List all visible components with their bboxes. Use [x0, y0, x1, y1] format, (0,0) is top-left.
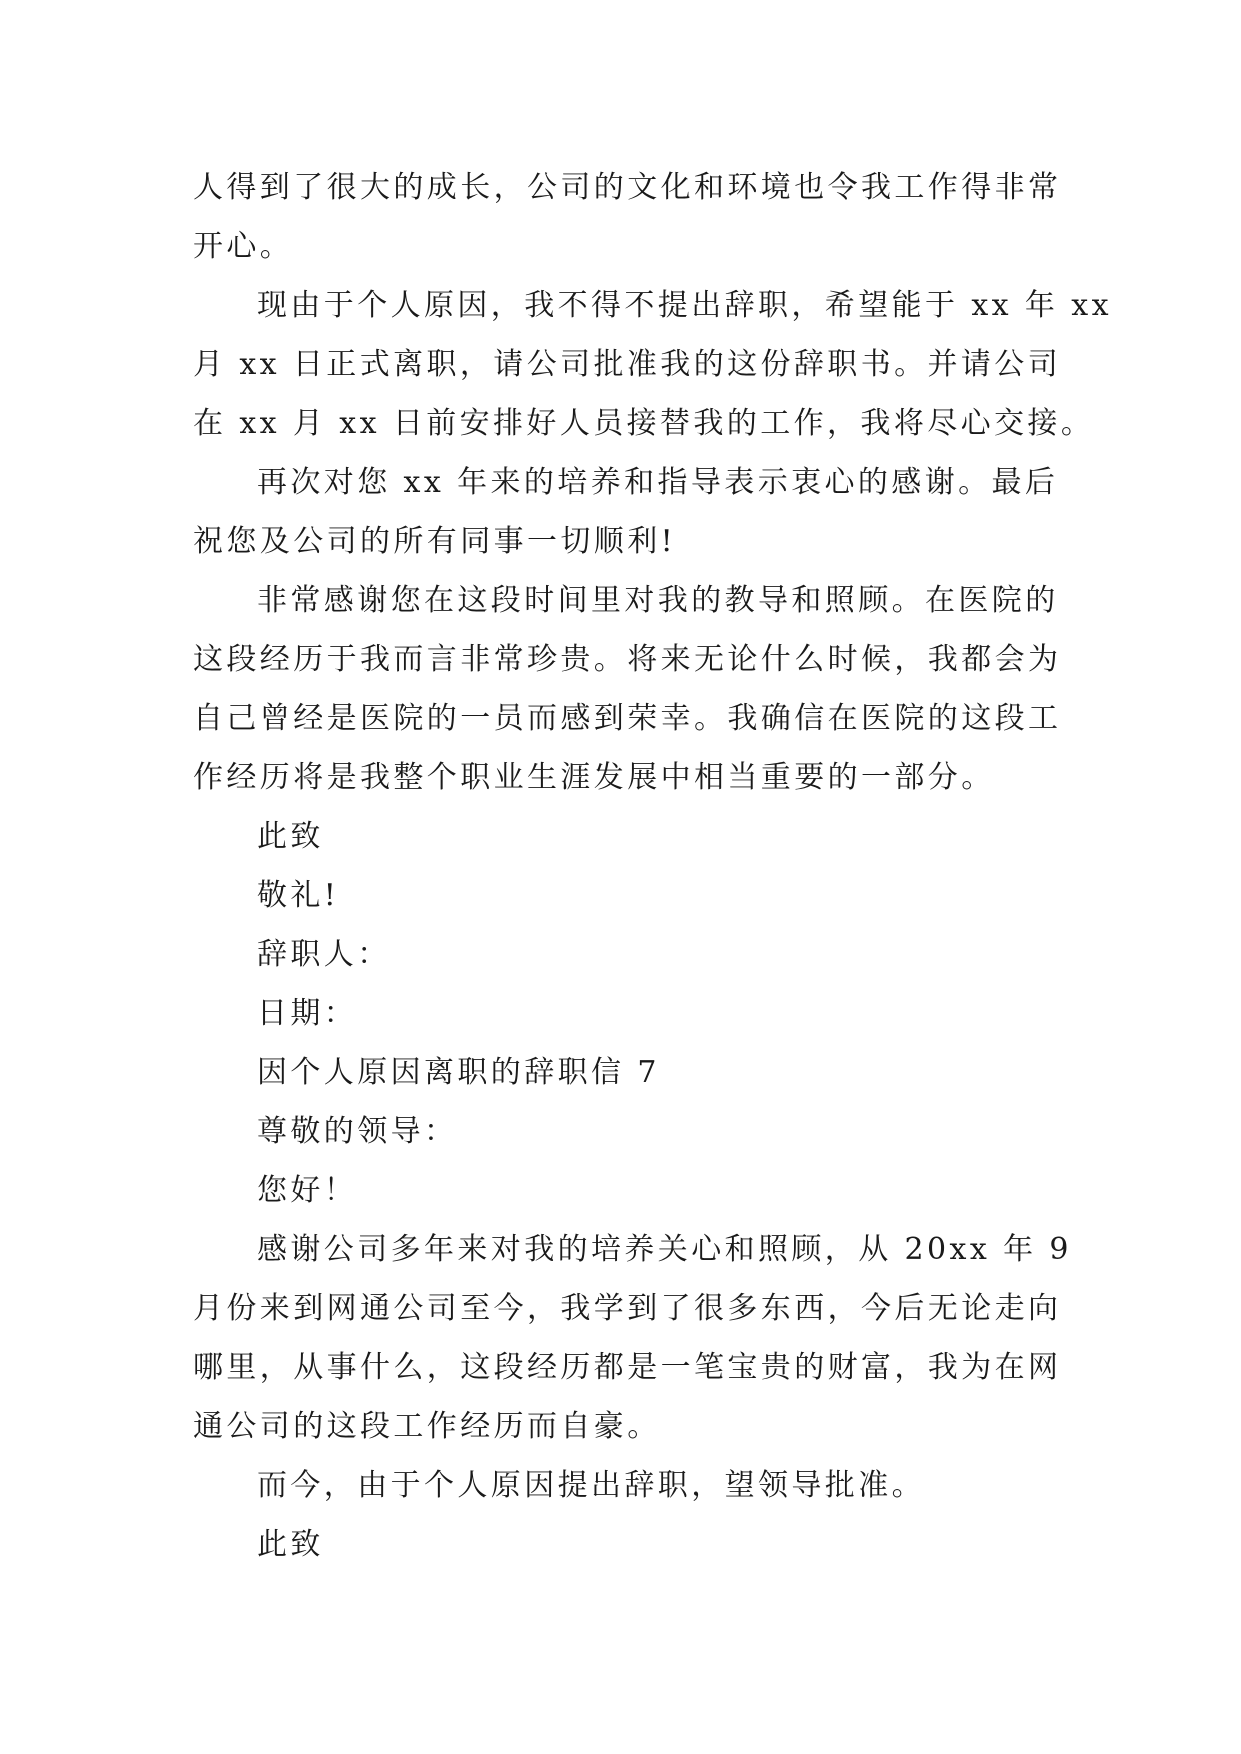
text-line: 自己曾经是医院的一员而感到荣幸。我确信在医院的这段工: [193, 701, 1062, 736]
text-line: 人得到了很大的成长，公司的文化和环境也令我工作得非常: [193, 170, 1062, 205]
text-line: 月份来到网通公司至今，我学到了很多东西，今后无论走向: [193, 1291, 1062, 1326]
text-line: 现由于个人原因，我不得不提出辞职，希望能于 xx 年 xx: [257, 288, 1112, 323]
text-line: 感谢公司多年来对我的培养关心和照顾，从 20xx 年 9: [257, 1232, 1072, 1267]
text-line: 开心。: [193, 229, 294, 264]
text-line: 敬礼!: [257, 878, 340, 913]
text-line: 您好！: [257, 1173, 358, 1208]
text-line: 这段经历于我而言非常珍贵。将来无论什么时候，我都会为: [193, 642, 1062, 677]
text-line: 尊敬的领导：: [257, 1114, 458, 1149]
text-line: 月 xx 日正式离职，请公司批准我的这份辞职书。并请公司: [193, 347, 1062, 382]
text-line: 在 xx 月 xx 日前安排好人员接替我的工作，我将尽心交接。: [193, 406, 1095, 441]
text-line: 此致: [257, 1527, 324, 1562]
text-line: 因个人原因离职的辞职信 7: [257, 1055, 660, 1090]
text-line: 而今，由于个人原因提出辞职，望领导批准。: [257, 1468, 925, 1503]
text-line: 通公司的这段工作经历而自豪。: [193, 1409, 661, 1444]
text-line: 哪里，从事什么，这段经历都是一笔宝贵的财富，我为在网: [193, 1350, 1062, 1385]
text-line: 日期：: [257, 996, 358, 1031]
text-line: 此致: [257, 819, 324, 854]
text-line: 辞职人：: [257, 937, 391, 972]
text-line: 非常感谢您在这段时间里对我的教导和照顾。在医院的: [257, 583, 1059, 618]
text-line: 祝您及公司的所有同事一切顺利!: [193, 524, 677, 559]
text-line: 再次对您 xx 年来的培养和指导表示衷心的感谢。最后: [257, 465, 1059, 500]
text-line: 作经历将是我整个职业生涯发展中相当重要的一部分。: [193, 760, 995, 795]
